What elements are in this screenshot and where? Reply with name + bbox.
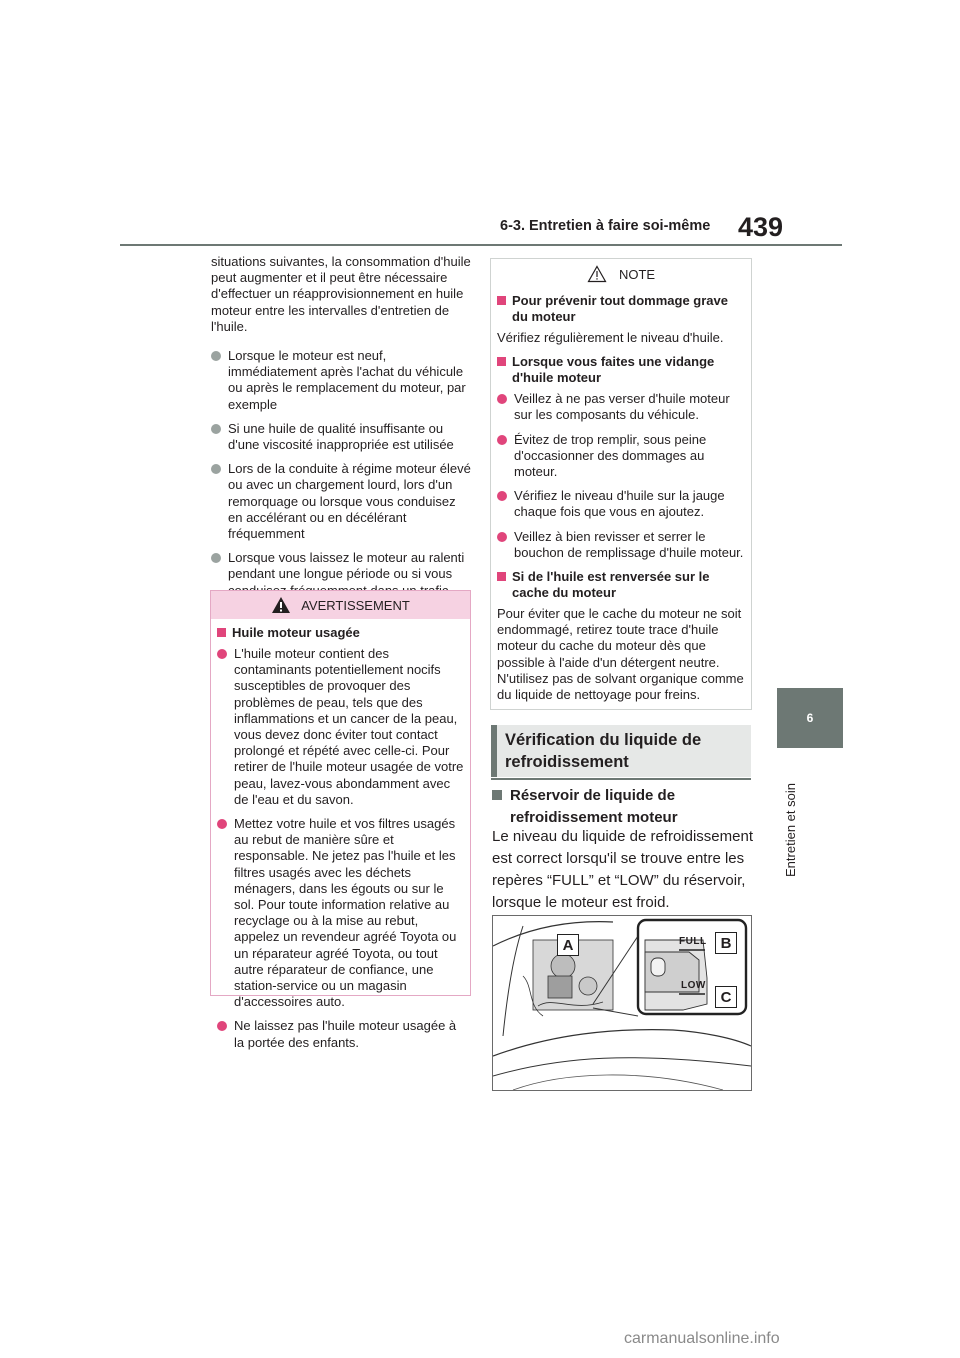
note-header	[491, 259, 751, 289]
square-bullet-icon	[497, 296, 506, 305]
note-heading	[497, 354, 745, 386]
section-title: 6-3. Entretien à faire soi-même	[500, 218, 711, 234]
callout-a: A	[557, 934, 579, 956]
page-number: 439	[738, 212, 784, 242]
sub-heading	[492, 785, 752, 829]
note-heading	[497, 569, 745, 601]
list-item-text: Si une huile de qualité insuffisante ou d'une viscosité inappropriée est utilisée	[228, 420, 454, 453]
note-heading-text: Lorsque vous faites une vidange d'huile moteur	[512, 354, 715, 386]
list-item-text: Mettez votre huile et vos filtres usagés au rebut de manière sûre et responsable. Ne jetez pas l'huile et les filtres usagés avec les déchets ménagers, dans les égouts ou sur le sol. Pour toute information relative au recyclage ou à la mise au rebut, appelez un revendeur agréé Toyota ou un réparateur agréé Toyota, ou tout autre réparateur de confiance, une station-service ou un magasin d'accessoires auto.	[234, 816, 457, 1010]
warning-title: AVERTISSEMENT	[301, 597, 410, 613]
list-item	[497, 529, 745, 561]
bullet-icon	[211, 424, 221, 434]
list-item	[497, 488, 745, 520]
note-title: NOTE	[618, 266, 656, 282]
callout-b: B	[715, 932, 737, 954]
bullet-icon	[211, 351, 221, 361]
bullet-icon	[497, 491, 507, 501]
bullet-icon	[217, 819, 227, 829]
square-bullet-icon	[217, 628, 226, 637]
note-paragraph: Pour éviter que le cache du moteur ne soit endommagé, retirez toute trace d'huile moteur du cache du moteur dès que possible à l'aide d'un détergent neutre. N'utilisez pas de solvant organique comme du liquide de nettoyage pour freins.	[497, 606, 744, 703]
heading-underline	[491, 778, 751, 780]
warning-box	[210, 590, 471, 1050]
coolant-paragraph: Le niveau du liquide de refroidissement est correct lorsqu'il se trouve entre les repères “FULL” et “LOW” du réservoir, lorsque le moteur est froid.	[492, 828, 753, 911]
bullet-icon	[497, 532, 507, 542]
note-paragraph: Vérifiez régulièrement le niveau d'huile.	[497, 330, 724, 345]
bullet-icon	[497, 394, 507, 404]
callout-c: C	[715, 986, 737, 1008]
note-box	[490, 258, 752, 710]
heading-bar	[491, 725, 497, 777]
list-item-text: Évitez de trop remplir, sous peine d'occasionner des dommages au moteur.	[514, 431, 707, 480]
list-item-text: Vérifiez le niveau d'huile sur la jauge chaque fois que vous en ajoutez.	[514, 488, 725, 520]
note-heading	[497, 293, 745, 325]
square-bullet-icon	[492, 790, 502, 800]
bullet-icon	[217, 649, 227, 659]
chapter-label-text: Entretien et soin	[783, 783, 798, 877]
list-item-text: Lors de la conduite à régime moteur élevé ou avec un chargement lourd, lors d'un remorquage ou lorsque vous conduisez en accélérant ou en décélérant fréquemment	[228, 461, 471, 542]
list-item	[497, 432, 745, 481]
list-item	[217, 646, 464, 808]
full-mark: FULL	[679, 936, 707, 947]
list-item-text: Lorsque le moteur est neuf, immédiatement après l'achat du véhicule ou après le remplacement du moteur, par exemple	[228, 348, 466, 412]
list-item	[497, 391, 745, 423]
header-rule	[120, 244, 842, 246]
note-heading-text: Pour prévenir tout dommage grave du moteur	[512, 293, 728, 324]
bullet-icon	[211, 553, 221, 563]
list-item	[217, 816, 464, 1010]
list-item	[211, 461, 473, 542]
section-heading	[491, 725, 751, 777]
note-heading-text: Si de l'huile est renversée sur le cache du moteur	[512, 569, 710, 601]
note-body	[491, 289, 751, 703]
square-bullet-icon	[497, 357, 506, 366]
list-item	[211, 421, 473, 453]
low-mark: LOW	[681, 980, 706, 991]
list-item-text: L'huile moteur contient des contaminants potentiellement nocifs susceptibles de provoquer des problèmes de peau, tels que des inflammations et un cancer de la peau, vous devez donc éviter tout contact prolongé et répété avec celle-ci. Pour retirer de l'huile moteur usagée de votre peau, lavez-vous abondamment avec de l'eau et du savon.	[234, 646, 464, 807]
chapter-label	[783, 760, 805, 900]
caution-triangle-icon	[587, 265, 607, 283]
coolant-reservoir-figure	[492, 915, 752, 1091]
square-bullet-icon	[497, 572, 506, 581]
list-item	[217, 1018, 464, 1050]
engine-bay-illustration	[493, 916, 751, 1090]
bullet-icon	[211, 464, 221, 474]
list-item	[211, 348, 473, 413]
intro-paragraph: situations suivantes, la consommation d'huile peut augmenter et il peut être nécessaire d'effectuer un réapprovisionnement en huile moteur entre les intervalles d'entretien de l'huile.	[211, 254, 471, 334]
sub-heading-text: Réservoir de liquide de refroidissement moteur	[510, 787, 678, 826]
list-item-text: Veillez à ne pas verser d'huile moteur sur les composants du véhicule.	[514, 391, 730, 423]
warning-heading	[217, 625, 464, 641]
list-item-text: Lorsque vous laissez le moteur au ralenti pendant une longue période ou si vous	[228, 550, 465, 582]
warning-header	[211, 591, 470, 619]
bullet-icon	[497, 435, 507, 445]
consumption-list	[211, 348, 473, 623]
warning-triangle-icon	[271, 596, 291, 614]
list-item-text: Ne laissez pas l'huile moteur usagée à la portée des enfants.	[234, 1018, 457, 1050]
section-heading-text: Vérification du liquide de refroidissement	[505, 731, 702, 771]
watermark: carmanualsonline.info	[624, 1330, 780, 1347]
warning-heading-text: Huile moteur usagée	[232, 625, 360, 640]
warning-body	[211, 619, 470, 1051]
bullet-icon	[217, 1021, 227, 1031]
list-item-text: Veillez à bien revisser et serrer le bouchon de remplissage d'huile moteur.	[514, 528, 744, 560]
chapter-tab[interactable]: 6	[777, 688, 843, 748]
